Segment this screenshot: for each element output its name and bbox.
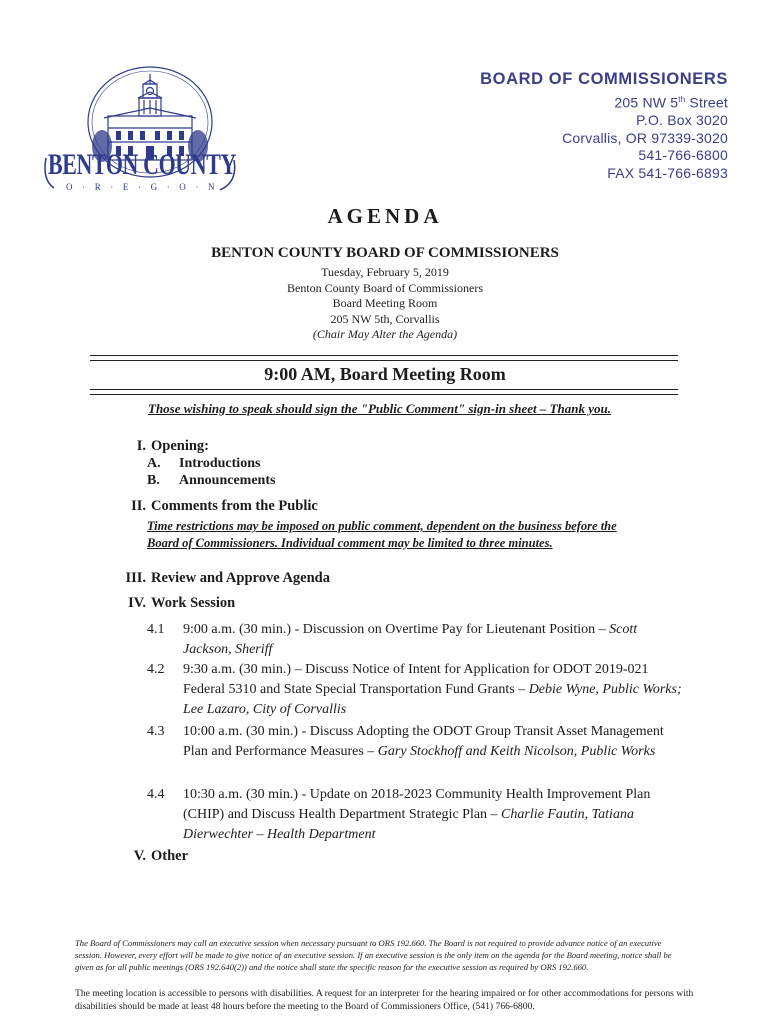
section-number: IV. (128, 595, 146, 611)
comment-time-notice: Time restrictions may be imposed on public comment, dependent on the business before the Board of Commissioners. Individual comment may be limited to three minutes. (147, 519, 617, 550)
divider (90, 394, 678, 395)
logo-wordmark: BENTON COUNTY (48, 148, 237, 181)
section-title: Work Session (151, 595, 236, 611)
title-block (0, 204, 770, 343)
opening-item-introductions: A. Introductions (147, 456, 261, 471)
meeting-venue: Benton County Board of Commissioners (287, 280, 483, 295)
section-other (108, 848, 188, 865)
opening-item-announcements: B. Announcements (147, 473, 276, 488)
logo-state: O · R · E · G · O · N (66, 182, 216, 192)
work-item-4-3: 4.3 10:00 a.m. (30 min.) - Discuss Adopting the ODOT Group Transit Asset Management Plan and Performance Measures – Gary Stockhoff and Keith Nicolson, Public Works (147, 724, 664, 759)
office-address-block (480, 70, 728, 182)
section-title: Comments from the Public (151, 498, 318, 514)
divider (90, 355, 678, 356)
meeting-room: Board Meeting Room (332, 296, 438, 310)
work-item-4-1: 4.1 9:00 a.m. (30 min.) - Discussion on Overtime Pay for Lieutenant Position – Scott Jackson, Sheriff (147, 622, 638, 657)
office-title: BOARD OF COMMISSIONERS (480, 70, 728, 88)
divider (90, 360, 678, 361)
meeting-address: 205 NW 5th, Corvallis (330, 311, 440, 326)
section-comments (108, 498, 318, 515)
section-work-session (108, 595, 235, 612)
agenda-heading: AGENDA (327, 204, 443, 228)
street-address: 205 NW 5th Street (614, 94, 728, 111)
work-item-4-2: 4.2 9:30 a.m. (30 min.) – Discuss Notice of Intent for Application for ODOT 2019-021 Federal 5310 and State Special Transportation Fund Grants – Debie Wyne, Public Works; Lee Lazaro, City of Corvallis (147, 662, 682, 717)
chair-note: (Chair May Alter the Agenda) (312, 327, 458, 341)
section-title: Review and Approve Agenda (151, 570, 330, 586)
meeting-date: Tuesday, February 5, 2019 (321, 265, 449, 279)
public-comment-notice: Those wishing to speak should sign the "Public Comment" sign-in sheet – Thank you. (148, 401, 612, 416)
session-heading: 9:00 AM, Board Meeting Room (264, 364, 506, 384)
section-number: II. (131, 498, 146, 514)
executive-session-notice: The Board of Commissioners may call an executive session when necessary pursuant to ORS 192.660. The Board is not required to provide advance notice of an executive session. However, every effort will be made to give notice of an executive session. If an executive session is the only item on the agenda for the Board meeting, notice shall be given as for all public meetings (ORS 192.640(2)) and the notice shall state the specific reason for the executive session as required by ORS 192.660. (75, 938, 672, 972)
po-box: P.O. Box 3020 (636, 112, 728, 129)
section-opening (108, 438, 209, 455)
board-name: BENTON COUNTY BOARD OF COMMISSIONERS (211, 245, 559, 261)
fax-number: FAX 541-766-6893 (607, 164, 728, 181)
section-number: I. (136, 438, 146, 454)
city-zip: Corvallis, OR 97339-3020 (562, 129, 728, 146)
phone-number: 541-766-6800 (638, 147, 728, 164)
section-title: Other (151, 848, 189, 864)
accessibility-notice: The meeting location is accessible to persons with disabilities. A request for an interpreter for the hearing impaired or for other accommodations for persons with disabilities should be made at least 48 hours before the meeting to the Board of Commissioners Office, (541) 766-6800. (75, 988, 694, 1012)
section-review (108, 570, 330, 587)
benton-county-logo (40, 62, 240, 197)
section-number: III. (125, 570, 146, 586)
work-item-4-4: 4.4 10:30 a.m. (30 min.) - Update on 2018-2023 Community Health Improvement Plan (CHIP) and Discuss Health Department Strategic Plan – Charlie Fautin, Tatiana Dierwechter – Health Department (147, 787, 651, 842)
divider (90, 389, 678, 390)
section-number: V. (133, 848, 146, 864)
section-title: Opening: (151, 438, 210, 454)
